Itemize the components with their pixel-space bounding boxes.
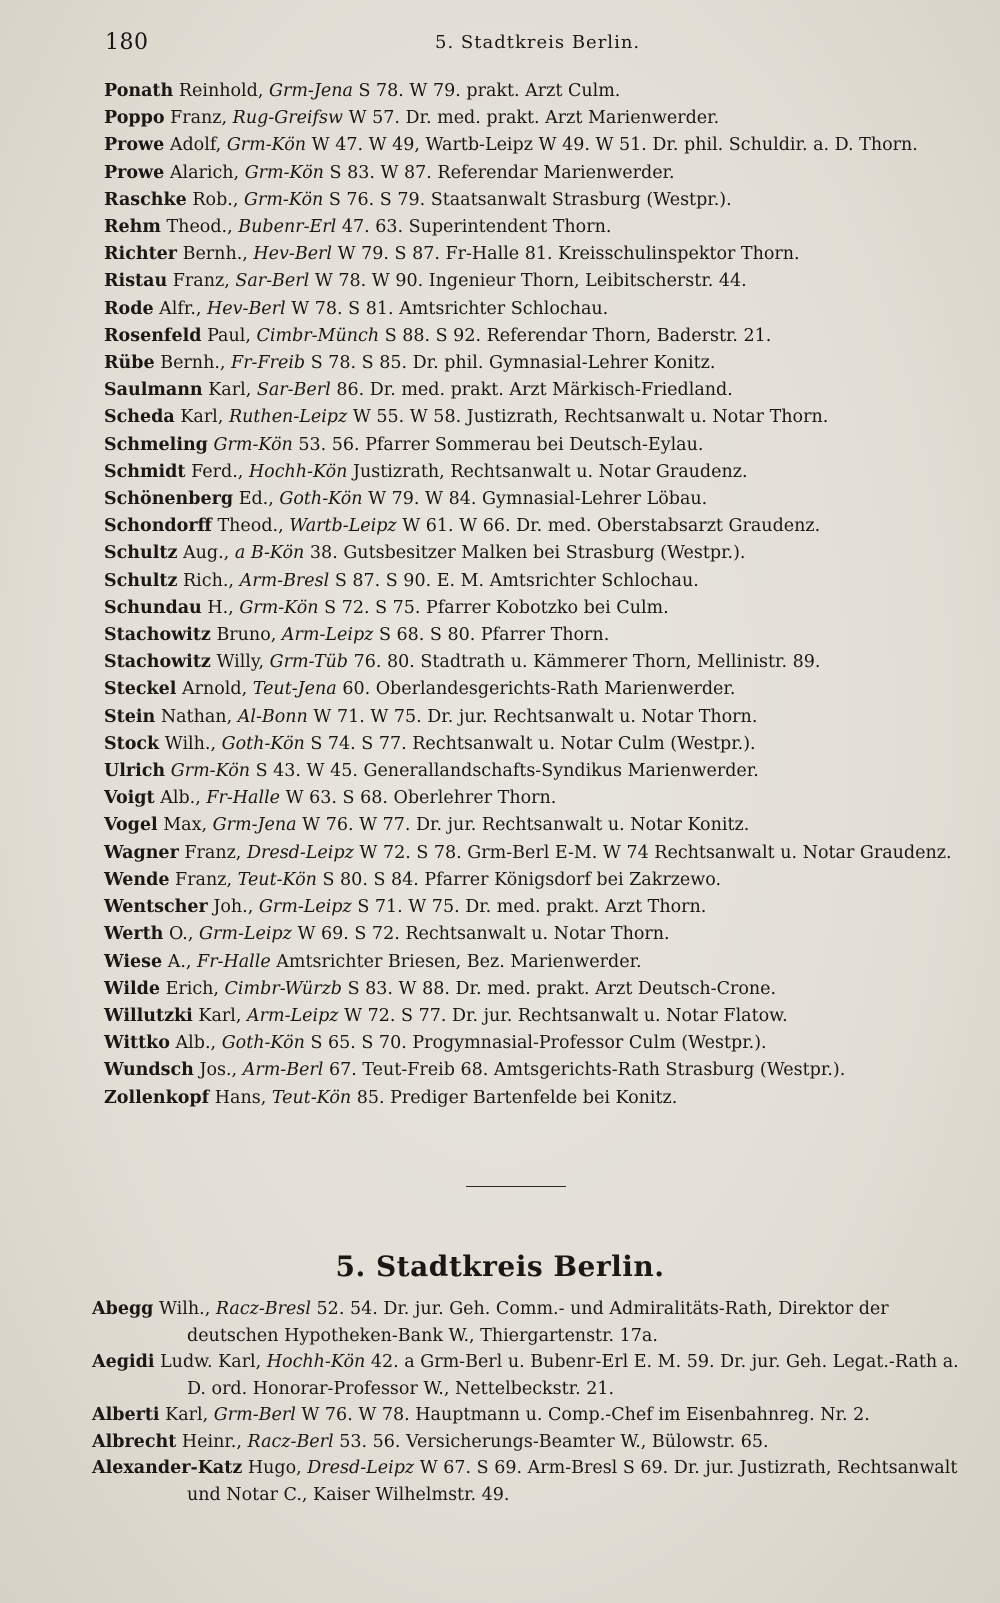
entry-details: S 83. W 87. Referendar Marienwerder. xyxy=(329,162,675,183)
entry-details: Amtsrichter Briesen, Bez. Marienwerder. xyxy=(276,951,642,972)
list-item xyxy=(104,731,958,758)
entry-first-name: Adolf, xyxy=(169,135,222,156)
entry-name: Richter xyxy=(104,244,178,265)
section-title: 5. Stadtkreis Berlin. xyxy=(335,1250,665,1283)
entry-fraternity: Grm-Kön xyxy=(226,135,307,156)
running-head: 5. Stadtkreis Berlin. xyxy=(435,32,641,53)
list-item xyxy=(104,486,958,513)
entry-name: Ulrich xyxy=(104,761,166,782)
list-item xyxy=(104,812,958,839)
entry-first-name: Rich., xyxy=(183,570,234,591)
entry-first-name: Bernh., xyxy=(160,353,226,374)
entry-first-name: Karl, xyxy=(180,407,224,428)
list-item xyxy=(104,1030,958,1057)
list-item xyxy=(104,1003,958,1030)
list-item xyxy=(104,160,958,187)
entry-name: Schmidt xyxy=(104,461,186,482)
entry-fraternity: Dresd-Leipz xyxy=(307,1458,415,1478)
entry-fraternity: Fr-Halle xyxy=(197,951,271,972)
entry-first-name: Paul, xyxy=(207,325,251,346)
page-number: 180 xyxy=(105,30,149,55)
entry-first-name: Bernh., xyxy=(182,244,248,265)
entry-details: W 67. S 69. Arm-Bresl S 69. Dr. jur. Justizrath, Rechtsanwalt und Notar C., Kaiser Wilhelmstr. 49. xyxy=(187,1458,958,1505)
list-item xyxy=(92,1349,960,1402)
entry-first-name: Ferd., xyxy=(191,461,244,482)
entry-name: Vogel xyxy=(104,815,158,836)
entry-name: Stachowitz xyxy=(104,625,211,646)
list-item xyxy=(104,296,958,323)
entry-details: W 69. S 72. Rechtsanwalt u. Notar Thorn. xyxy=(297,924,670,945)
entry-name: Schmeling xyxy=(104,434,208,455)
entry-name: Stock xyxy=(104,733,160,754)
entry-fraternity: Teut-Kön xyxy=(271,1087,352,1108)
entry-details: W 72. S 77. Dr. jur. Rechtsanwalt u. Notar Flatow. xyxy=(344,1005,788,1026)
entry-details: S 78. S 85. Dr. phil. Gymnasial-Lehrer Konitz. xyxy=(310,353,716,374)
entry-fraternity: Sar-Berl xyxy=(235,271,310,292)
entry-details: W 71. W 75. Dr. jur. Rechtsanwalt u. Notar Thorn. xyxy=(313,706,758,727)
entry-name: Ponath xyxy=(104,81,174,101)
entry-fraternity: Fr-Halle xyxy=(206,788,281,809)
entry-details: 47. 63. Superintendent Thorn. xyxy=(341,217,612,238)
entry-fraternity: Arm-Leipz xyxy=(247,1005,339,1026)
list-item xyxy=(104,949,958,976)
list-item xyxy=(92,1429,960,1456)
list-item xyxy=(104,568,958,595)
entry-details: W 72. S 78. Grm-Berl E-M. W 74 Rechtsanwalt u. Notar Graudenz. xyxy=(359,842,952,863)
entry-fraternity: Grm-Jena xyxy=(268,81,353,101)
entry-fraternity: Grm-Kön xyxy=(239,597,319,618)
entry-fraternity: Grm-Kön xyxy=(170,761,250,782)
entry-name: Werth xyxy=(104,924,164,945)
entry-first-name: Rob., xyxy=(192,189,239,210)
page-header xyxy=(105,30,930,60)
entry-name: Steckel xyxy=(104,679,177,700)
list-item xyxy=(104,214,958,241)
entry-first-name: Wilh., xyxy=(164,733,217,754)
entry-name: Rosenfeld xyxy=(104,325,202,346)
entry-list-berlin xyxy=(92,1296,960,1508)
list-item xyxy=(92,1402,960,1429)
entry-details: S 72. S 75. Pfarrer Kobotzko bei Culm. xyxy=(324,597,669,618)
entry-name: Alexander-Katz xyxy=(92,1458,243,1478)
list-item xyxy=(104,595,958,622)
entry-fraternity: Rug-Greifsw xyxy=(232,108,343,129)
list-item xyxy=(104,1057,958,1084)
entry-first-name: Alb., xyxy=(175,1033,217,1054)
entry-name: Ristau xyxy=(104,271,168,292)
list-item xyxy=(104,105,958,132)
entry-name: Scheda xyxy=(104,407,175,428)
entry-fraternity: Ruthen-Leipz xyxy=(228,407,348,428)
entry-fraternity: Goth-Kön xyxy=(279,489,363,510)
entry-name: Rode xyxy=(104,298,154,319)
entry-details: W 61. W 66. Dr. med. Oberstabsarzt Graudenz. xyxy=(402,516,821,537)
entry-first-name: Arnold, xyxy=(182,679,248,700)
entry-name: Schultz xyxy=(104,570,178,591)
entry-fraternity: Hev-Berl xyxy=(253,244,333,265)
entry-first-name: Heinr., xyxy=(181,1431,242,1452)
list-item xyxy=(104,622,958,649)
entry-first-name: Willy, xyxy=(216,652,265,673)
list-item xyxy=(104,758,958,785)
entry-name: Poppo xyxy=(104,108,165,129)
entry-name: Willutzki xyxy=(104,1005,193,1026)
entry-first-name: Ed., xyxy=(238,489,274,510)
entry-fraternity: Wartb-Leipz xyxy=(289,516,397,537)
list-item xyxy=(104,432,958,459)
entry-details: W 76. W 78. Hauptmann u. Comp.-Chef im Eisenbahnreg. Nr. 2. xyxy=(301,1405,870,1425)
entry-fraternity: Teut-Jena xyxy=(252,679,337,700)
entry-fraternity: Grm-Leipz xyxy=(199,924,292,945)
entry-name: Alberti xyxy=(92,1405,160,1425)
list-item xyxy=(104,867,958,894)
entry-details: 85. Prediger Bartenfelde bei Konitz. xyxy=(356,1087,678,1108)
entry-details: S 65. S 70. Progymnasial-Professor Culm (Westpr.). xyxy=(310,1033,767,1054)
entry-first-name: Max, xyxy=(163,815,208,836)
entry-first-name: O., xyxy=(168,924,194,945)
entry-name: Wundsch xyxy=(104,1060,194,1081)
entry-name: Rehm xyxy=(104,217,161,238)
list-item xyxy=(104,459,958,486)
entry-fraternity: Arm-Leipz xyxy=(281,625,374,646)
list-item xyxy=(104,894,958,921)
entry-name: Wittko xyxy=(104,1033,170,1054)
entry-fraternity: Cimbr-Würzb xyxy=(224,978,342,999)
list-item xyxy=(104,840,958,867)
entry-details: W 78. W 90. Ingenieur Thorn, Leibitscherstr. 44. xyxy=(314,271,747,292)
entry-list xyxy=(104,78,958,1112)
entry-fraternity: Arm-Berl xyxy=(242,1060,324,1081)
entry-first-name: Reinhold, xyxy=(178,81,264,101)
entry-first-name: Karl, xyxy=(198,1005,242,1026)
entry-first-name: Alarich, xyxy=(169,162,240,183)
entry-first-name: Joh., xyxy=(213,897,254,918)
entry-first-name: Ludw. Karl, xyxy=(160,1352,262,1372)
entry-first-name: Erich, xyxy=(165,978,219,999)
entry-first-name: Franz, xyxy=(184,842,242,863)
entry-details: S 88. S 92. Referendar Thorn, Baderstr. 21. xyxy=(384,325,772,346)
entry-name: Prowe xyxy=(104,162,165,183)
entry-details: 53. 56. Versicherungs-Beamter W., Bülowstr. 65. xyxy=(339,1431,769,1452)
entry-first-name: Franz, xyxy=(170,108,228,129)
list-item xyxy=(104,649,958,676)
entry-details: W 55. W 58. Justizrath, Rechtsanwalt u. Notar Thorn. xyxy=(352,407,829,428)
entry-first-name: Bruno, xyxy=(216,625,277,646)
entry-details: 42. a Grm-Berl u. Bubenr-Erl E. M. 59. Dr. jur. Geh. Legat.-Rath a. D. ord. Honorar-Professor W., Nettelbeckstr. 21. xyxy=(187,1352,959,1399)
entry-fraternity: Racz-Bresl xyxy=(215,1299,311,1319)
entry-details: S 68. S 80. Pfarrer Thorn. xyxy=(378,625,610,646)
list-item xyxy=(92,1455,960,1508)
list-item xyxy=(104,377,958,404)
entry-details: W 47. W 49, Wartb-Leipz W 49. W 51. Dr. phil. Schuldir. a. D. Thorn. xyxy=(311,135,918,156)
entry-first-name: Karl, xyxy=(208,380,252,401)
entry-name: Schönenberg xyxy=(104,489,234,510)
entry-first-name: Jos., xyxy=(199,1060,238,1081)
entry-fraternity: Grm-Jena xyxy=(212,815,297,836)
entry-fraternity: Dresd-Leipz xyxy=(246,842,354,863)
list-item xyxy=(104,78,958,105)
entry-fraternity: Hev-Berl xyxy=(207,298,286,319)
list-item xyxy=(104,513,958,540)
entry-details: S 71. W 75. Dr. med. prakt. Arzt Thorn. xyxy=(357,897,707,918)
entry-name: Schundau xyxy=(104,597,202,618)
entry-details: 67. Teut-Freib 68. Amtsgerichts-Rath Strasburg (Westpr.). xyxy=(328,1060,846,1081)
list-item xyxy=(92,1296,960,1349)
list-item xyxy=(104,785,958,812)
entry-first-name: Nathan, xyxy=(160,706,233,727)
entry-fraternity: Grm-Kön xyxy=(244,162,324,183)
list-item xyxy=(104,187,958,214)
entry-details: 52. 54. Dr. jur. Geh. Comm.- und Admiralitäts-Rath, Direktor der deutschen Hypotheken-Bank W., Thiergartenstr. 17a. xyxy=(187,1299,889,1346)
entry-fraternity: Goth-Kön xyxy=(221,733,305,754)
entry-name: Abegg xyxy=(92,1299,154,1319)
entry-name: Schultz xyxy=(104,543,178,564)
entry-fraternity: Sar-Berl xyxy=(256,380,331,401)
entry-first-name: Alfr., xyxy=(159,298,202,319)
entry-fraternity: Bubenr-Erl xyxy=(238,217,337,238)
entry-name: Stachowitz xyxy=(104,652,211,673)
entry-first-name: A., xyxy=(167,951,192,972)
entry-details: S 43. W 45. Generallandschafts-Syndikus Marienwerder. xyxy=(255,761,759,782)
entry-name: Wilde xyxy=(104,978,161,999)
entry-first-name: Theod., xyxy=(166,217,233,238)
list-item xyxy=(104,704,958,731)
entry-name: Raschke xyxy=(104,189,187,210)
entry-details: 86. Dr. med. prakt. Arzt Märkisch-Friedland. xyxy=(336,380,733,401)
entry-name: Schondorff xyxy=(104,516,212,537)
entry-first-name: Alb., xyxy=(160,788,201,809)
list-item xyxy=(104,404,958,431)
list-item xyxy=(104,1085,958,1112)
entry-name: Aegidi xyxy=(92,1352,155,1372)
list-item xyxy=(104,268,958,295)
entry-fraternity: Hochh-Kön xyxy=(248,461,348,482)
entry-details: S 76. S 79. Staatsanwalt Strasburg (Westpr.). xyxy=(328,189,732,210)
entry-details: 38. Gutsbesitzer Malken bei Strasburg (Westpr.). xyxy=(309,543,746,564)
entry-fraternity: a B-Kön xyxy=(234,543,305,564)
entry-first-name: Theod., xyxy=(217,516,284,537)
entry-name: Wende xyxy=(104,869,170,890)
list-item xyxy=(104,921,958,948)
entry-fraternity: Al-Bonn xyxy=(237,706,308,727)
entry-first-name: Franz, xyxy=(175,869,233,890)
entry-details: W 57. Dr. med. prakt. Arzt Marienwerder. xyxy=(348,108,720,129)
entry-fraternity: Grm-Kön xyxy=(243,189,324,210)
section-divider xyxy=(466,1186,566,1187)
entry-details: S 87. S 90. E. M. Amtsrichter Schlochau. xyxy=(334,570,699,591)
entry-name: Wiese xyxy=(104,951,163,972)
entry-first-name: Karl, xyxy=(165,1405,209,1425)
entry-details: 53. 56. Pfarrer Sommerau bei Deutsch-Eylau. xyxy=(298,434,704,455)
entry-details: W 76. W 77. Dr. jur. Rechtsanwalt u. Notar Konitz. xyxy=(302,815,750,836)
entry-fraternity: Grm-Tüb xyxy=(269,652,348,673)
entry-name: Wentscher xyxy=(104,897,208,918)
list-item xyxy=(104,676,958,703)
entry-fraternity: Grm-Kön xyxy=(213,434,293,455)
entry-details: S 78. W 79. prakt. Arzt Culm. xyxy=(358,81,621,101)
entry-name: Rübe xyxy=(104,353,155,374)
entry-first-name: Hans, xyxy=(214,1087,267,1108)
list-item xyxy=(104,241,958,268)
entry-name: Stein xyxy=(104,706,156,727)
entry-first-name: Hugo, xyxy=(247,1458,302,1478)
entry-fraternity: Cimbr-Münch xyxy=(256,325,380,346)
entry-details: 76. 80. Stadtrath u. Kämmerer Thorn, Mellinistr. 89. xyxy=(353,652,821,673)
entry-details: W 78. S 81. Amtsrichter Schlochau. xyxy=(291,298,609,319)
list-item xyxy=(104,323,958,350)
list-item xyxy=(104,976,958,1003)
entry-name: Wagner xyxy=(104,842,179,863)
entry-first-name: Wilh., xyxy=(159,1299,211,1319)
entry-first-name: Franz, xyxy=(172,271,230,292)
entry-details: W 79. S 87. Fr-Halle 81. Kreisschulinspektor Thorn. xyxy=(337,244,800,265)
list-item xyxy=(104,540,958,567)
entry-name: Voigt xyxy=(104,788,155,809)
entry-fraternity: Grm-Leipz xyxy=(258,897,352,918)
entry-details: Justizrath, Rechtsanwalt u. Notar Graudenz. xyxy=(352,461,748,482)
entry-fraternity: Goth-Kön xyxy=(221,1033,305,1054)
entry-fraternity: Grm-Berl xyxy=(213,1405,296,1425)
entry-details: W 79. W 84. Gymnasial-Lehrer Löbau. xyxy=(368,489,708,510)
entry-name: Albrecht xyxy=(92,1431,177,1452)
entry-name: Zollenkopf xyxy=(104,1087,210,1108)
entry-fraternity: Fr-Freib xyxy=(231,353,306,374)
entry-details: S 74. S 77. Rechtsanwalt u. Notar Culm (Westpr.). xyxy=(310,733,756,754)
entry-fraternity: Teut-Kön xyxy=(237,869,317,890)
entry-name: Prowe xyxy=(104,135,165,156)
list-item xyxy=(104,350,958,377)
entry-details: W 63. S 68. Oberlehrer Thorn. xyxy=(285,788,557,809)
entry-first-name: Aug., xyxy=(183,543,230,564)
entry-name: Saulmann xyxy=(104,380,203,401)
entry-details: S 83. W 88. Dr. med. prakt. Arzt Deutsch-Crone. xyxy=(347,978,777,999)
entry-first-name: H., xyxy=(207,597,234,618)
entry-fraternity: Hochh-Kön xyxy=(266,1352,366,1372)
list-item xyxy=(104,132,958,159)
entry-fraternity: Racz-Berl xyxy=(247,1431,334,1452)
entry-details: 60. Oberlandesgerichts-Rath Marienwerder. xyxy=(342,679,736,700)
entry-fraternity: Arm-Bresl xyxy=(239,570,330,591)
entry-details: S 80. S 84. Pfarrer Königsdorf bei Zakrzewo. xyxy=(322,869,722,890)
